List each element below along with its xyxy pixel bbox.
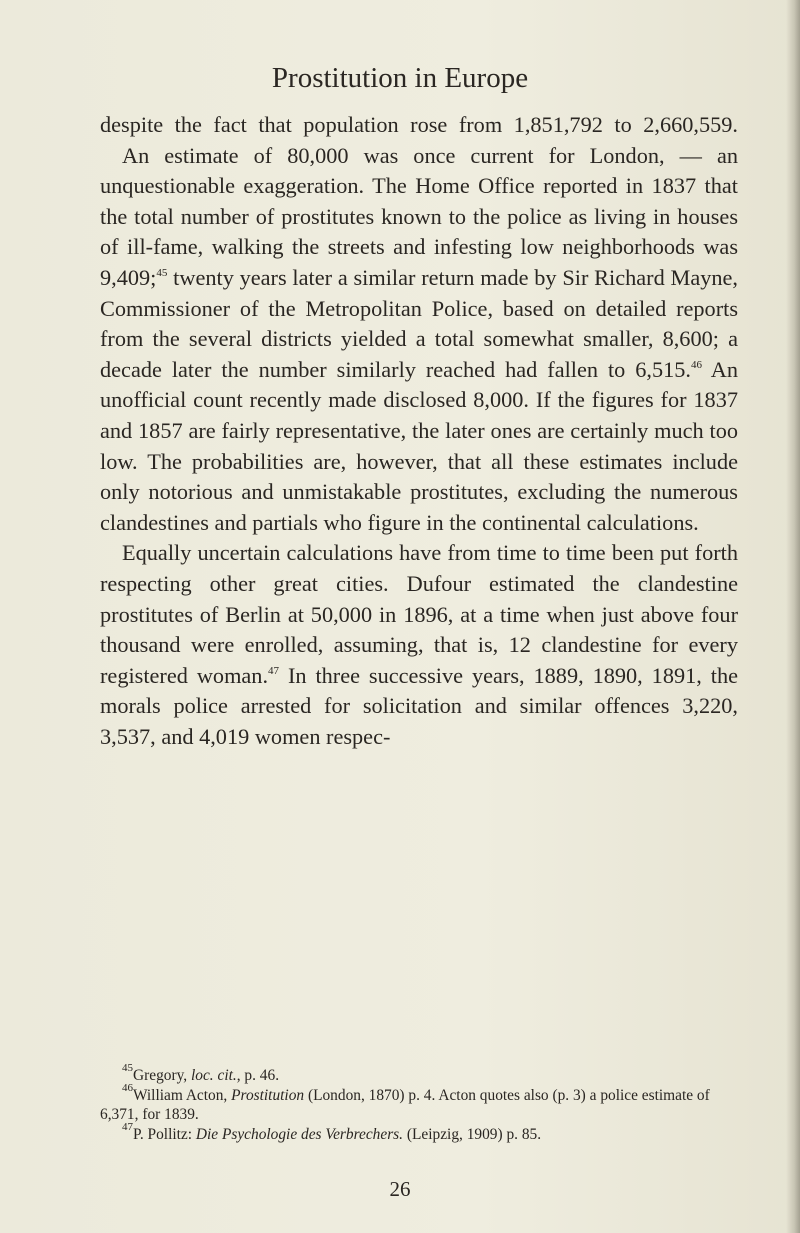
running-header: Prostitution in Europe (271, 62, 529, 94)
text-run: twenty years later a similar return made by Sir Richard Mayne, Commissioner of the Metropolitan Police, based on detailed reports from the several districts yielded a total somewhat smaller, 8,600; a decade later the number similarly reached had fallen to 6,515. (100, 264, 738, 382)
page-edge-shadow (786, 0, 800, 1233)
footnote-ref: 45 (156, 266, 168, 279)
paragraph-other-cities (100, 538, 738, 752)
text-run: William Acton, (133, 1086, 232, 1104)
body-text (100, 110, 738, 752)
text-run: Equally uncertain calculations have from time to time been put forth respecting other great cities. Dufour estimated the clandestine prostitutes of Berlin at 50,000 in 1896, at a time when just above four thousand were enrolled, assuming, that is, 12 clandestine for every registered woman. (100, 540, 738, 688)
italic-text: Die Psychologie des Verbrechers. (195, 1125, 404, 1143)
footnote-ref: 45 (122, 1062, 133, 1074)
footnote-46 (100, 1081, 738, 1125)
footnote-ref: 47 (122, 1120, 133, 1133)
text-run: despite the fact that population rose from 1,851,792 to 2,660,559. (100, 112, 738, 137)
paragraph-london-estimates (100, 141, 738, 539)
text-run: Gregory, (133, 1067, 191, 1084)
italic-text: Prostitution (231, 1086, 305, 1104)
italic-text: loc. cit. (190, 1067, 237, 1084)
text-run: (Leipzig, 1909) p. 85. (403, 1125, 542, 1143)
footnotes (100, 1062, 738, 1144)
footnote-ref: 47 (268, 664, 280, 677)
text-run: An unofficial count recently made disclosed 8,000. If the figures for 1837 and 1857 are fairly representative, the later ones are certainly much too low. The probabilities are, however, that all these estimates include only notorious and unmistakable prostitutes, excluding the numerous clandestines and partials who figure in the continental calculations. (100, 356, 738, 535)
paragraph-continuation (100, 110, 738, 141)
text-run: In three successive years, 1889, 1890, 1891, the morals police arrested for solicitation and similar offences 3,220, 3,537, and 4,019 women respec- (100, 662, 738, 749)
page-number: 26 (389, 1177, 411, 1201)
footnote-ref: 46 (122, 1081, 133, 1094)
footnote-47 (100, 1120, 738, 1145)
footnote-ref: 46 (691, 358, 703, 371)
text-run: P. Pollitz: (133, 1125, 196, 1143)
text-run: (London, 1870) p. 4. Acton quotes also (p. 3) a police estimate of 6,371, for 1839. (100, 1086, 710, 1123)
text-run: An estimate of 80,000 was once current for London, — an unquestionable exaggeration. The Home Office reported in 1837 that the total number of prostitutes known to the police as living in houses of ill-fame, walking the streets and infesting low neighborhoods was 9,409; (100, 142, 738, 290)
text-run: , p. 46. (236, 1067, 280, 1084)
footnote-45 (100, 1062, 738, 1086)
